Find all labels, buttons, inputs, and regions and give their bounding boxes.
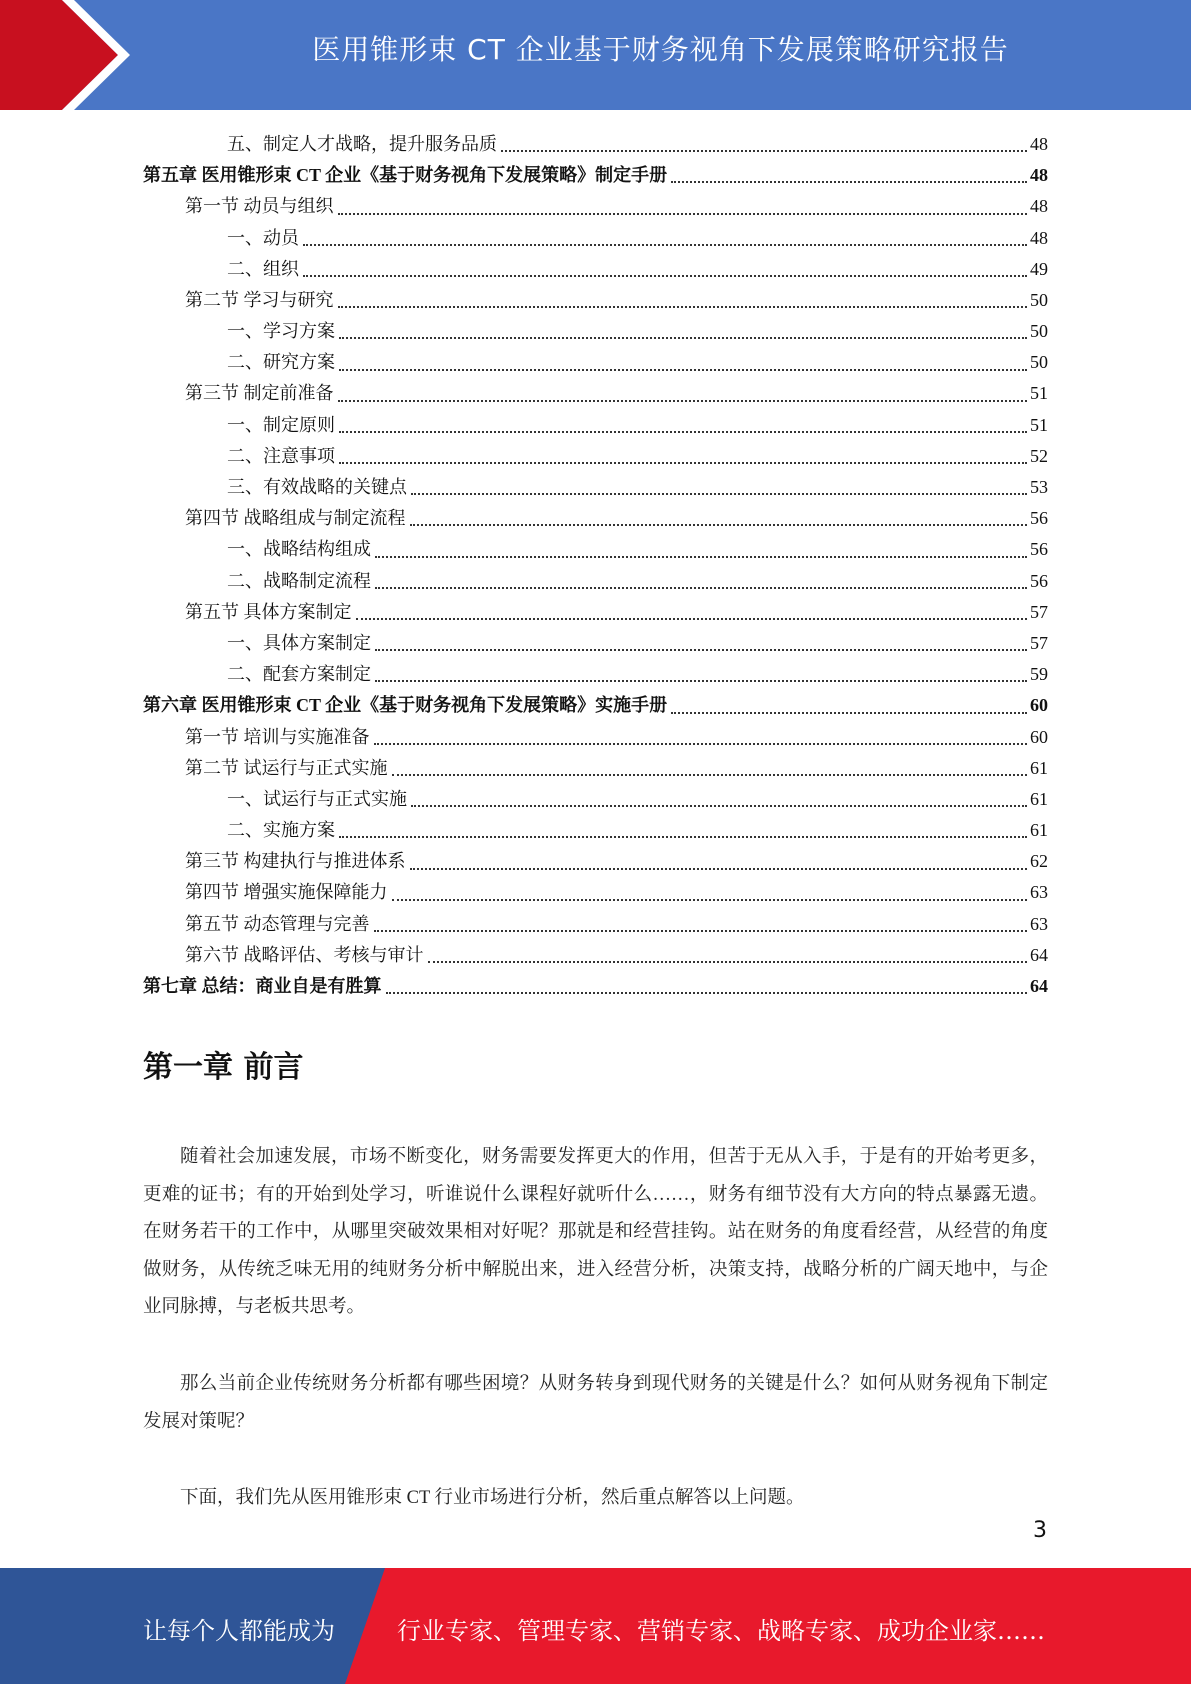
toc-leader-dots xyxy=(339,462,1027,464)
paragraph-text: 下面，我们先从医用锥形束 CT 行业市场进行分析，然后重点解答以上问题。 xyxy=(180,1488,805,1508)
toc-leader-dots xyxy=(410,868,1028,870)
toc-entry-page: 48 xyxy=(1030,227,1048,248)
toc-entry-label: 一、试运行与正式实施 xyxy=(227,788,407,809)
toc-entry-page: 64 xyxy=(1030,976,1048,997)
toc-entry[interactable] xyxy=(143,379,1048,410)
toc-entry[interactable] xyxy=(143,534,1048,565)
toc-entry-page: 51 xyxy=(1030,383,1048,404)
toc-leader-dots xyxy=(671,181,1027,183)
toc-entry[interactable] xyxy=(143,347,1048,378)
toc-entry-label: 一、具体方案制定 xyxy=(227,632,371,653)
toc-entry[interactable] xyxy=(143,909,1048,940)
toc-entry-page: 51 xyxy=(1030,414,1048,435)
toc-leader-dots xyxy=(392,899,1028,901)
toc-leader-dots xyxy=(411,805,1027,807)
paragraph-text: 那么当前企业传统财务分析都有哪些困境？从财务转身到现代财务的关键是什么？如何从财务视角下制定发展对策呢？ xyxy=(143,1374,1048,1432)
toc-entry-page: 59 xyxy=(1030,664,1048,685)
toc-entry-label: 一、动员 xyxy=(227,227,299,248)
toc-entry[interactable] xyxy=(143,846,1048,877)
toc-entry[interactable] xyxy=(143,628,1048,659)
toc-entry[interactable] xyxy=(143,503,1048,534)
toc-entry[interactable] xyxy=(143,316,1048,347)
toc-entry-label: 第一节 动员与组织 xyxy=(185,196,334,217)
toc-leader-dots xyxy=(303,275,1027,277)
toc-entry[interactable] xyxy=(143,285,1048,316)
toc-entry-page: 60 xyxy=(1030,726,1048,747)
chapter-title: 第一章 前言 xyxy=(143,1050,304,1085)
toc-entry-page: 61 xyxy=(1030,788,1048,809)
toc-leader-dots xyxy=(428,961,1028,963)
toc-leader-dots xyxy=(375,649,1027,651)
toc-entry-page: 53 xyxy=(1030,477,1048,498)
toc-leader-dots xyxy=(501,150,1027,152)
toc-entry-label: 第二节 试运行与正式实施 xyxy=(185,757,388,778)
toc-entry-page: 57 xyxy=(1030,632,1048,653)
toc-entry-page: 50 xyxy=(1030,289,1048,310)
toc-entry-page: 61 xyxy=(1030,757,1048,778)
toc-entry-label: 二、配套方案制定 xyxy=(227,664,371,685)
toc-entry-page: 50 xyxy=(1030,321,1048,342)
toc-leader-dots xyxy=(392,774,1028,776)
toc-entry-page: 61 xyxy=(1030,820,1048,841)
toc-entry[interactable] xyxy=(143,410,1048,441)
toc-leader-dots xyxy=(410,524,1028,526)
toc-entry-label: 第四节 战略组成与制定流程 xyxy=(185,508,406,529)
toc-entry-label: 一、学习方案 xyxy=(227,321,335,342)
toc-entry-page: 63 xyxy=(1030,882,1048,903)
toc-entry[interactable] xyxy=(143,940,1048,971)
toc-entry-page: 56 xyxy=(1030,570,1048,591)
toc-leader-dots xyxy=(303,244,1027,246)
toc-entry-label: 二、战略制定流程 xyxy=(227,570,371,591)
toc-entry[interactable] xyxy=(143,441,1048,472)
header-title: 医用锥形束 CT 企业基于财务视角下发展策略研究报告 xyxy=(312,33,1009,66)
toc-entry-label: 二、组织 xyxy=(227,258,299,279)
toc-entry-label: 二、注意事项 xyxy=(227,445,335,466)
toc-leader-dots xyxy=(339,431,1027,433)
toc-entry-page: 50 xyxy=(1030,352,1048,373)
page-footer xyxy=(0,1568,1191,1684)
toc-leader-dots xyxy=(338,213,1028,215)
body-paragraph-3 xyxy=(143,1480,1048,1518)
toc-leader-dots xyxy=(374,930,1028,932)
toc-entry[interactable] xyxy=(143,129,1048,160)
toc-entry-page: 56 xyxy=(1030,539,1048,560)
toc-entry-label: 五、制定人才战略，提升服务品质 xyxy=(227,133,497,154)
toc-entry-page: 48 xyxy=(1030,196,1048,217)
toc-leader-dots xyxy=(671,712,1027,714)
header-chevron-icon xyxy=(0,0,150,110)
toc-entry[interactable] xyxy=(143,722,1048,753)
toc-entry-label: 第五节 具体方案制定 xyxy=(185,601,352,622)
table-of-contents xyxy=(143,129,1048,1002)
toc-entry[interactable] xyxy=(143,160,1048,191)
body-paragraph-1 xyxy=(143,1139,1048,1327)
toc-leader-dots xyxy=(411,493,1027,495)
toc-entry-label: 二、实施方案 xyxy=(227,820,335,841)
toc-entry-page: 52 xyxy=(1030,445,1048,466)
toc-entry-label: 第三节 构建执行与推进体系 xyxy=(185,851,406,872)
toc-entry[interactable] xyxy=(143,566,1048,597)
toc-entry-label: 一、战略结构组成 xyxy=(227,539,371,560)
toc-leader-dots xyxy=(338,400,1028,402)
toc-entry-label: 二、研究方案 xyxy=(227,352,335,373)
toc-entry-label: 第二节 学习与研究 xyxy=(185,289,334,310)
toc-entry-page: 64 xyxy=(1030,944,1048,965)
toc-entry-label: 一、制定原则 xyxy=(227,414,335,435)
toc-entry-page: 62 xyxy=(1030,851,1048,872)
toc-leader-dots xyxy=(338,306,1028,308)
toc-entry-label: 第六章 医用锥形束 CT 企业《基于财务视角下发展策略》实施手册 xyxy=(143,695,668,716)
toc-entry-label: 三、有效战略的关键点 xyxy=(227,477,407,498)
footer-slogan-right: 行业专家、管理专家、营销专家、战略专家、成功企业家…… xyxy=(397,1617,1045,1645)
toc-entry-label: 第三节 制定前准备 xyxy=(185,383,334,404)
toc-entry-page: 48 xyxy=(1030,165,1048,186)
body-paragraph-2 xyxy=(143,1366,1048,1441)
toc-entry-label: 第五节 动态管理与完善 xyxy=(185,913,370,934)
toc-leader-dots xyxy=(339,369,1027,371)
toc-entry-page: 56 xyxy=(1030,508,1048,529)
toc-entry-page: 57 xyxy=(1030,601,1048,622)
toc-entry[interactable] xyxy=(143,815,1048,846)
toc-leader-dots xyxy=(339,337,1027,339)
toc-leader-dots xyxy=(374,743,1028,745)
toc-entry[interactable] xyxy=(143,659,1048,690)
toc-entry-page: 49 xyxy=(1030,258,1048,279)
toc-entry[interactable] xyxy=(143,191,1048,222)
page-header xyxy=(0,0,1191,110)
toc-entry[interactable] xyxy=(143,690,1048,721)
toc-entry[interactable] xyxy=(143,753,1048,784)
toc-leader-dots xyxy=(356,618,1028,620)
toc-entry-label: 第七章 总结：商业自是有胜算 xyxy=(143,976,382,997)
toc-entry-page: 60 xyxy=(1030,695,1048,716)
toc-entry[interactable] xyxy=(143,784,1048,815)
toc-entry[interactable] xyxy=(143,971,1048,1002)
toc-leader-dots xyxy=(375,587,1027,589)
toc-entry-page: 48 xyxy=(1030,133,1048,154)
toc-entry-label: 第四节 增强实施保障能力 xyxy=(185,882,388,903)
toc-entry[interactable] xyxy=(143,597,1048,628)
toc-entry[interactable] xyxy=(143,878,1048,909)
toc-entry[interactable] xyxy=(143,254,1048,285)
toc-entry-label: 第一节 培训与实施准备 xyxy=(185,726,370,747)
toc-entry[interactable] xyxy=(143,472,1048,503)
toc-leader-dots xyxy=(339,836,1027,838)
footer-slogan-left: 让每个人都能成为 xyxy=(143,1617,335,1645)
toc-entry[interactable] xyxy=(143,223,1048,254)
toc-entry-page: 63 xyxy=(1030,913,1048,934)
toc-entry-label: 第六节 战略评估、考核与审计 xyxy=(185,944,424,965)
toc-leader-dots xyxy=(375,680,1027,682)
paragraph-text: 随着社会加速发展，市场不断变化，财务需要发挥更大的作用，但苦于无从入手，于是有的开始考更多，更难的证书；有的开始到处学习，听谁说什么课程好就听什么……，财务有细节没有大方向的特点暴露无遗。在财务若干的工作中，从哪里突破效果相对好呢？那就是和经营挂钩。站在财务的角度看经营，从经营的角度做财务，从传统乏味无用的纯财务分析中解脱出来，进入经营分析，决策支持，战略分析的广阔天地中，与企业同脉搏，与老板共思考。 xyxy=(143,1147,1048,1317)
toc-leader-dots xyxy=(375,556,1027,558)
page-number: 3 xyxy=(1033,1518,1047,1543)
toc-entry-label: 第五章 医用锥形束 CT 企业《基于财务视角下发展策略》制定手册 xyxy=(143,165,668,186)
toc-leader-dots xyxy=(386,992,1028,994)
